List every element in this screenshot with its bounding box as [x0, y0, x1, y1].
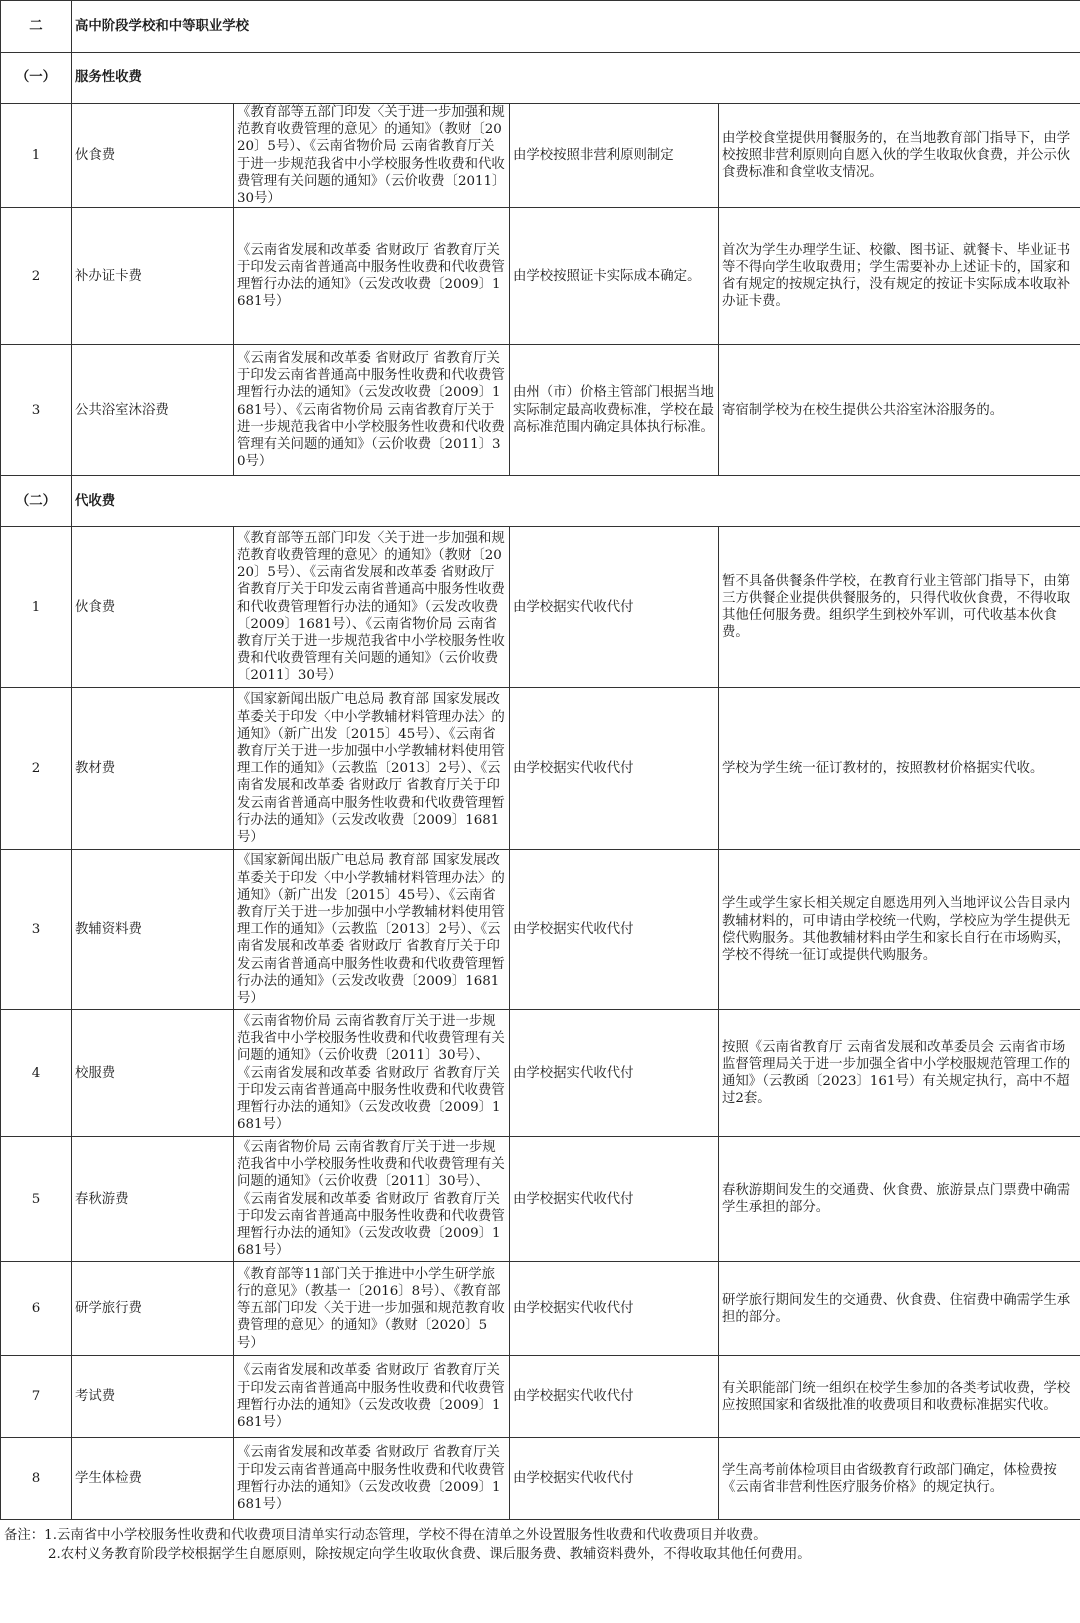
fee-scope: 按照《云南省教育厅 云南省发展和改革委员会 云南省市场监督管理局关于进一步加强全省中小学校服规范管理工作的通知》（云教函〔2023〕161号）有关规定执行，高中不超过2套。	[719, 1010, 1080, 1137]
subsection-header-row	[1, 53, 1080, 104]
policy-basis: 《云南省发展和改革委 省财政厅 省教育厅关于印发云南省普通高中服务性收费和代收费管理暂行办法的通知》（云发改收费〔2009〕1681号）	[234, 208, 510, 345]
table-row	[1, 345, 1080, 476]
table-row	[1, 1438, 1080, 1520]
fee-standard: 由学校按照证卡实际成本确定。	[510, 208, 719, 345]
policy-basis: 《云南省发展和改革委 省财政厅 省教育厅关于印发云南省普通高中服务性收费和代收费管理暂行办法的通知》（云发改收费〔2009〕1681号）	[234, 1438, 510, 1520]
fee-scope: 寄宿制学校为在校生提供公共浴室沐浴服务的。	[719, 345, 1080, 476]
notes-label: 备注：	[4, 1528, 45, 1544]
row-number: 1	[1, 104, 72, 208]
row-number: 4	[1, 1010, 72, 1137]
fee-scope: 首次为学生办理学生证、校徽、图书证、就餐卡、毕业证书等不得向学生收取费用；学生需要补办上述证卡的，国家和省有规定的按规定执行，没有规定的按证卡实际成本收取补办证卡费。	[719, 208, 1080, 345]
table-row	[1, 1137, 1080, 1262]
row-number: 7	[1, 1356, 72, 1438]
subsection-title: 服务性收费	[72, 53, 1080, 104]
section-number: 二	[1, 1, 72, 53]
policy-basis: 《教育部等五部门印发〈关于进一步加强和规范教育收费管理的意见〉的通知》（教财〔2020〕5号）、《云南省发展和改革委 省财政厅 省教育厅关于印发云南省普通高中服务性收费和代收费管理暂行办法的通知》（云发改收费〔2009〕1681号）、《云南省物价局 云南省教育厅关于进一步规范我省中小学校服务性收费和代收费管理有关问题的通知》（云价收费〔2011〕30号）	[234, 527, 510, 688]
subsection-header-row	[1, 476, 1080, 527]
table-row	[1, 850, 1080, 1010]
table-row	[1, 208, 1080, 345]
row-number: 2	[1, 208, 72, 345]
notes-section	[0, 1520, 1080, 1564]
row-number: 1	[1, 527, 72, 688]
fee-standard: 由学校据实代收代付	[510, 1137, 719, 1262]
fee-scope: 春秋游期间发生的交通费、伙食费、旅游景点门票费中确需学生承担的部分。	[719, 1137, 1080, 1262]
row-number: 8	[1, 1438, 72, 1520]
fee-name: 伙食费	[72, 104, 234, 208]
fee-name: 校服费	[72, 1010, 234, 1137]
fee-scope: 有关职能部门统一组织在校学生参加的各类考试收费，学校应按照国家和省级批准的收费项目和收费标准据实代收。	[719, 1356, 1080, 1438]
fee-scope: 学生或学生家长相关规定自愿选用列入当地评议公告目录内教辅材料的，可申请由学校统一代购，学校应为学生提供无偿代购服务。其他教辅材料由学生和家长自行在市场购买，学校不得统一征订或提供代购服务。	[719, 850, 1080, 1010]
row-number: 3	[1, 850, 72, 1010]
fee-name: 研学旅行费	[72, 1262, 234, 1356]
fee-name: 伙食费	[72, 527, 234, 688]
policy-basis: 《云南省物价局 云南省教育厅关于进一步规范我省中小学校服务性收费和代收费管理有关问题的通知》（云价收费〔2011〕30号）、《云南省发展和改革委 省财政厅 省教育厅关于印发云南省普通高中服务性收费和代收费管理暂行办法的通知》（云发改收费〔2009〕1681号）	[234, 1137, 510, 1262]
section-title: 高中阶段学校和中等职业学校	[72, 1, 1080, 53]
fee-standard: 由学校据实代收代付	[510, 1438, 719, 1520]
policy-basis: 《教育部等11部门关于推进中小学生研学旅行的意见》（教基一〔2016〕8号）、《教育部等五部门印发〈关于进一步加强和规范教育收费管理的意见〉的通知》（教财〔2020〕5号）	[234, 1262, 510, 1356]
subsection-number: （二）	[1, 476, 72, 527]
policy-basis: 《教育部等五部门印发〈关于进一步加强和规范教育收费管理的意见〉的通知》（教财〔2020〕5号）、《云南省物价局 云南省教育厅关于进一步规范我省中小学校服务性收费和代收费管理有关问题的通知》（云价收费〔2011〕30号）	[234, 104, 510, 208]
fee-standard: 由州（市）价格主管部门根据当地实际制定最高收费标准，学校在最高标准范围内确定具体执行标准。	[510, 345, 719, 476]
policy-basis: 《国家新闻出版广电总局 教育部 国家发展改革委关于印发〈中小学教辅材料管理办法〉的通知》（新广出发〔2015〕45号）、《云南省教育厅关于进一步加强中小学教辅材料使用管理工作的通知》（云教监〔2013〕2号）、《云南省发展和改革委 省财政厅 省教育厅关于印发云南省普通高中服务性收费和代收费管理暂行办法的通知》（云发改收费〔2009〕1681号）	[234, 850, 510, 1010]
row-number: 3	[1, 345, 72, 476]
table-row	[1, 527, 1080, 688]
section-header-row	[1, 1, 1080, 53]
fee-scope: 暂不具备供餐条件学校，在教育行业主管部门指导下，由第三方供餐企业提供供餐服务的，只得代收伙食费，不得收取其他任何服务费。组织学生到校外军训，可代收基本伙食费。	[719, 527, 1080, 688]
note-item: 2.农村义务教育阶段学校根据学生自愿原则，除按规定向学生收取伙食费、课后服务费、教辅资料费外，不得收取其他任何费用。	[48, 1547, 811, 1563]
fee-standard: 由学校据实代收代付	[510, 850, 719, 1010]
table-row	[1, 1356, 1080, 1438]
fee-name: 考试费	[72, 1356, 234, 1438]
note-item: 1.云南省中小学校服务性收费和代收费项目清单实行动态管理，学校不得在清单之外设置服务性收费和代收费项目并收费。	[44, 1528, 767, 1544]
fee-standard: 由学校据实代收代付	[510, 1262, 719, 1356]
table-row	[1, 1010, 1080, 1137]
fee-scope: 研学旅行期间发生的交通费、伙食费、住宿费中确需学生承担的部分。	[719, 1262, 1080, 1356]
fee-standard: 由学校据实代收代付	[510, 688, 719, 850]
policy-basis: 《云南省物价局 云南省教育厅关于进一步规范我省中小学校服务性收费和代收费管理有关问题的通知》（云价收费〔2011〕30号）、《云南省发展和改革委 省财政厅 省教育厅关于印发云南省普通高中服务性收费和代收费管理暂行办法的通知》（云发改收费〔2009〕1681号）	[234, 1010, 510, 1137]
fee-name: 公共浴室沐浴费	[72, 345, 234, 476]
fee-name: 教辅资料费	[72, 850, 234, 1010]
policy-basis: 《国家新闻出版广电总局 教育部 国家发展改革委关于印发〈中小学教辅材料管理办法〉的通知》（新广出发〔2015〕45号）、《云南省教育厅关于进一步加强中小学教辅材料使用管理工作的通知》（云教监〔2013〕2号）、《云南省发展和改革委 省财政厅 省教育厅关于印发云南省普通高中服务性收费和代收费管理暂行办法的通知》（云发改收费〔2009〕1681号）	[234, 688, 510, 850]
row-number: 6	[1, 1262, 72, 1356]
fee-standard: 由学校据实代收代付	[510, 1010, 719, 1137]
fee-standard: 由学校据实代收代付	[510, 1356, 719, 1438]
row-number: 2	[1, 688, 72, 850]
note-line-2	[4, 1545, 1076, 1564]
fee-name: 春秋游费	[72, 1137, 234, 1262]
subsection-number: （一）	[1, 53, 72, 104]
fee-name: 教材费	[72, 688, 234, 850]
fee-standard: 由学校据实代收代付	[510, 527, 719, 688]
note-line-1	[4, 1526, 1076, 1545]
fee-name: 学生体检费	[72, 1438, 234, 1520]
fee-standard: 由学校按照非营利原则制定	[510, 104, 719, 208]
fee-scope: 学校为学生统一征订教材的，按照教材价格据实代收。	[719, 688, 1080, 850]
table-row	[1, 688, 1080, 850]
table-row	[1, 1262, 1080, 1356]
fee-scope: 由学校食堂提供用餐服务的，在当地教育部门指导下，由学校按照非营利原则向自愿入伙的学生收取伙食费，并公示伙食费标准和食堂收支情况。	[719, 104, 1080, 208]
subsection-title: 代收费	[72, 476, 1080, 527]
row-number: 5	[1, 1137, 72, 1262]
policy-basis: 《云南省发展和改革委 省财政厅 省教育厅关于印发云南省普通高中服务性收费和代收费管理暂行办法的通知》（云发改收费〔2009〕1681号）	[234, 1356, 510, 1438]
fee-name: 补办证卡费	[72, 208, 234, 345]
fee-scope: 学生高考前体检项目由省级教育行政部门确定，体检费按《云南省非营利性医疗服务价格》的规定执行。	[719, 1438, 1080, 1520]
policy-basis: 《云南省发展和改革委 省财政厅 省教育厅关于印发云南省普通高中服务性收费和代收费管理暂行办法的通知》（云发改收费〔2009〕1681号）、《云南省物价局 云南省教育厅关于进一步规范我省中小学校服务性收费和代收费管理有关问题的通知》（云价收费〔2011〕30号）	[234, 345, 510, 476]
table-row	[1, 104, 1080, 208]
